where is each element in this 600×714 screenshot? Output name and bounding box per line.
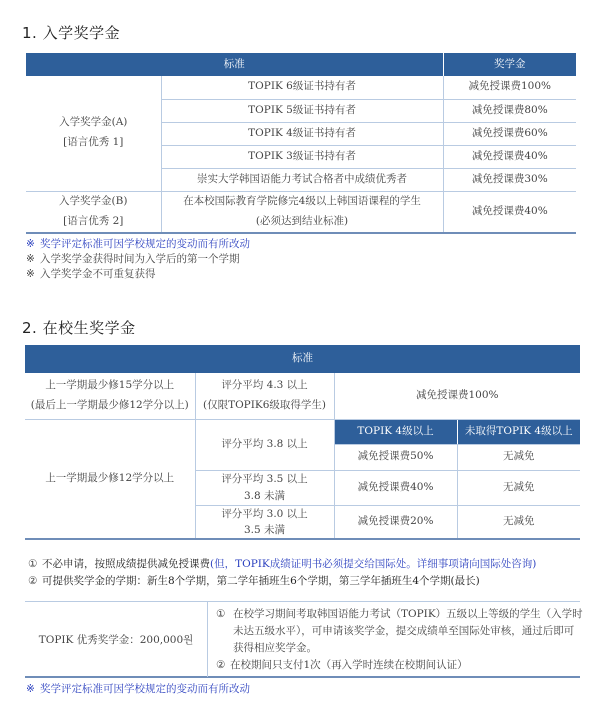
gpa-cell	[195, 470, 334, 505]
topik-value-cell: 减免授课费40%	[334, 470, 457, 505]
no-topik-value-cell: 无减免	[457, 505, 580, 539]
detail-line: 在校学习期间考取韩国语能力考试（TOPIK）五级以上等级的学生（入学时	[233, 608, 583, 620]
group-b-criteria-line2: (必须达到结业标准)	[255, 214, 349, 227]
note-mark: ※	[26, 253, 35, 265]
note-text: 不必申请，按照成绩提供减免授课费	[42, 558, 210, 570]
criteria-cell: 崇实大学韩国语能力考试合格者中成绩优秀者	[161, 168, 443, 191]
gpa-line1: 评分平均 3.0 以上	[221, 507, 308, 520]
header-scholarship: 奖学金	[443, 53, 576, 76]
group-b-sub: [语言优秀 2]	[63, 214, 124, 227]
criteria-cell: TOPIK 5级证书持有者	[161, 99, 443, 122]
gpa-line2: 3.5 未满	[243, 523, 286, 536]
subheader-topik: TOPIK 4级以上	[334, 419, 457, 444]
criteria-cell: TOPIK 3级证书持有者	[161, 145, 443, 168]
group-b-criteria	[161, 191, 443, 233]
detail-line: 在校期间只支付1次（再入学时连续在校期间认证）	[230, 659, 468, 671]
credits-line2: (最后上一学期最少修12学分以上)	[30, 398, 189, 411]
topik-value-cell: 减免授课费20%	[334, 505, 457, 539]
table-row	[25, 419, 580, 444]
group-a-label	[26, 76, 161, 191]
gpa-cell	[195, 505, 334, 539]
detail-mark: ②	[216, 659, 226, 671]
note-mark: ②	[28, 575, 38, 587]
value-cell: 减免授课费60%	[443, 122, 576, 145]
criteria-cell: TOPIK 6级证书持有者	[161, 76, 443, 99]
detail-item-2	[216, 657, 574, 674]
note-item	[26, 251, 240, 266]
section1-title: 1. 入学奖学金	[22, 24, 121, 42]
value-cell: 减免授课费30%	[443, 168, 576, 191]
note-item	[26, 236, 250, 251]
note-mark: ※	[26, 268, 35, 280]
group-b-label	[26, 191, 161, 233]
gpa-cell	[195, 373, 334, 419]
note-text: 入学奖学金获得时间为入学后的第一个学期	[40, 253, 240, 265]
note-item	[26, 266, 156, 281]
credits-cell	[25, 373, 195, 419]
table-row	[26, 76, 576, 99]
topik-value-cell: 减免授课费50%	[334, 444, 457, 470]
group-a-name: 入学奖学金(A)	[59, 116, 128, 129]
table-row	[25, 373, 580, 419]
note-text: 入学奖学金不可重复获得	[40, 268, 156, 280]
gpa-cell: 评分平均 3.8 以上	[195, 419, 334, 470]
header-criteria: 标准	[25, 345, 580, 373]
detail-text	[233, 606, 583, 657]
topik-award-table	[25, 601, 583, 678]
credits-cell: 上一学期最少修12学分以上	[25, 419, 195, 539]
no-topik-value-cell: 无减免	[457, 470, 580, 505]
value-cell: 减免授课费100%	[443, 76, 576, 99]
note-text: 奖学评定标准可因学校规定的变动而有所改动	[40, 683, 250, 695]
detail-mark: ①	[216, 608, 226, 620]
note-mark: ①	[28, 558, 38, 570]
gpa-line1: 评分平均 4.3 以上	[221, 378, 308, 391]
criteria-cell: TOPIK 4级证书持有者	[161, 122, 443, 145]
group-b-name: 入学奖学金(B)	[59, 194, 128, 207]
section2-title: 2. 在校生奖学金	[22, 319, 136, 337]
note-item	[26, 681, 250, 696]
value-cell: 减免授课费40%	[443, 145, 576, 168]
value-cell: 减免授课费80%	[443, 99, 576, 122]
gpa-line2: (仅限TOPIK6级取得学生)	[202, 398, 327, 411]
value-cell: 减免授课费100%	[334, 373, 580, 419]
note-item	[28, 573, 480, 588]
credits-line1: 上一学期最少修15学分以上	[45, 378, 175, 391]
note-text: 可提供奖学金的学期：新生8个学期，第二学年插班生6个学期，第三学年插班生4个学期(最长)	[42, 575, 480, 587]
note-text-highlight: (但，TOPIK成绩证明书必须提交给国际处。详细事项请向国际处咨询)	[210, 558, 537, 570]
gpa-line1: 评分平均 3.5 以上	[221, 473, 308, 486]
subheader-no-topik: 未取得TOPIK 4级以上	[457, 419, 580, 444]
detail-line: 获得相应奖学金。	[233, 642, 317, 654]
note-mark: ※	[26, 238, 35, 250]
gpa-line2: 3.8 未满	[243, 489, 286, 502]
table-row	[26, 191, 576, 233]
note-text: 奖学评定标准可因学校规定的变动而有所改动	[40, 238, 250, 250]
note-mark: ※	[26, 683, 35, 695]
topik-award-details	[207, 602, 583, 677]
header-criteria: 标准	[26, 53, 443, 76]
group-b-criteria-line1: 在本校国际教育学院修完4级以上韩国语课程的学生	[183, 194, 421, 207]
group-a-sub: [语言优秀 1]	[63, 136, 124, 149]
group-b-value: 减免授课费40%	[443, 191, 576, 233]
current-student-scholarship-table	[25, 345, 580, 540]
no-topik-value-cell: 无减免	[457, 444, 580, 470]
topik-award-name: TOPIK 优秀奖学金：200,000원	[38, 634, 194, 646]
entrance-scholarship-table	[26, 53, 576, 234]
detail-line: 未达五级水平），可申请该奖学金，提交成绩单至国际处审核，通过后即可	[233, 625, 575, 637]
note-item	[28, 556, 536, 571]
detail-item-1	[216, 606, 583, 657]
